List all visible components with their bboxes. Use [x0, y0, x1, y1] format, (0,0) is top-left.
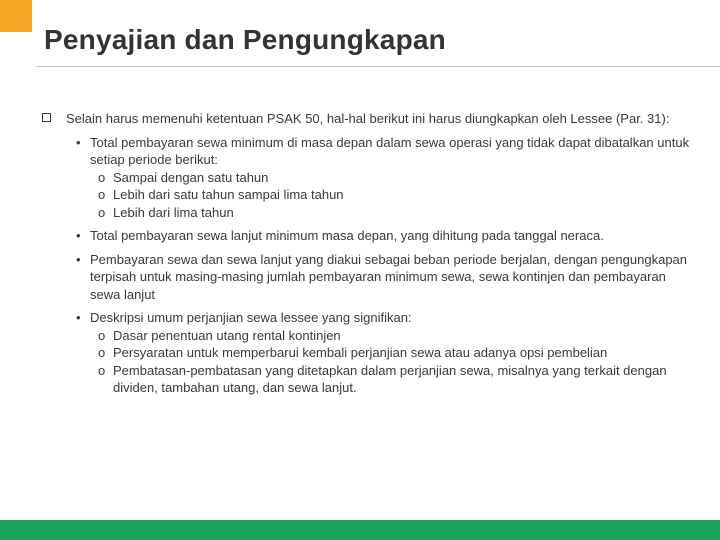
sub-list-item — [42, 362, 692, 397]
sub-list-item-text: Lebih dari lima tahun — [113, 204, 234, 220]
circle-bullet-icon: o — [98, 345, 106, 360]
accent-square — [0, 0, 32, 32]
slide-title: Penyajian dan Pengungkapan — [44, 24, 446, 55]
intro-text: Selain harus memenuhi ketentuan PSAK 50, hal-hal berikut ini harus diungkapkan oleh Lessee (Par. 31): — [66, 111, 670, 126]
bullet-icon: • — [76, 251, 81, 267]
list-item — [42, 134, 692, 169]
list-item-text: Total pembayaran sewa lanjut minimum masa depan, yang dihitung pada tanggal neraca. — [90, 228, 604, 243]
sub-list-item-text: Sampai dengan satu tahun — [113, 169, 269, 185]
sub-list-item-text: Dasar penentuan utang rental kontinjen — [113, 327, 341, 343]
sub-list-item — [42, 344, 692, 362]
list-item-text: Pembayaran sewa dan sewa lanjut yang diakui sebagai beban periode berjalan, dengan pengungkapan terpisah untuk masing-masing jumlah pembayaran minimum sewa, sewa kontinjen dan pembayaran sewa lanjut — [90, 251, 688, 302]
sub-list-item — [42, 327, 692, 345]
circle-bullet-icon: o — [98, 169, 106, 185]
intro-paragraph — [42, 110, 692, 128]
slide-body — [42, 110, 692, 397]
circle-bullet-icon: o — [98, 187, 106, 202]
sub-list-item — [42, 204, 692, 222]
sub-list-item-text: Lebih dari satu tahun sampai lima tahun — [113, 187, 344, 202]
circle-bullet-icon: o — [98, 362, 106, 378]
list-item-text: Deskripsi umum perjanjian sewa lessee yang signifikan: — [90, 310, 412, 325]
list-item-text: Total pembayaran sewa minimum di masa depan dalam sewa operasi yang tidak dapat dibatalkan untuk setiap periode berikut: — [90, 134, 690, 167]
circle-bullet-icon: o — [98, 204, 106, 220]
bullet-icon: • — [76, 310, 81, 325]
list-item — [42, 309, 692, 327]
footer-bar — [0, 520, 720, 540]
sub-list-item-text: Persyaratan untuk memperbarui kembali perjanjian sewa atau adanya opsi pembelian — [113, 345, 608, 360]
circle-bullet-icon: o — [98, 327, 106, 343]
sub-list-item — [42, 186, 692, 204]
bullet-icon: • — [76, 228, 81, 243]
sub-list-item — [42, 169, 692, 187]
title-divider — [36, 66, 720, 67]
square-bullet-icon — [42, 113, 51, 122]
bullet-icon: • — [76, 134, 81, 150]
sub-list-item-text: Pembatasan-pembatasan yang ditetapkan dalam perjanjian sewa, misalnya yang terkait dengan dividen, tambahan utang, dan sewa lanjut. — [113, 362, 667, 395]
list-item — [42, 227, 692, 245]
list-item — [42, 251, 692, 304]
